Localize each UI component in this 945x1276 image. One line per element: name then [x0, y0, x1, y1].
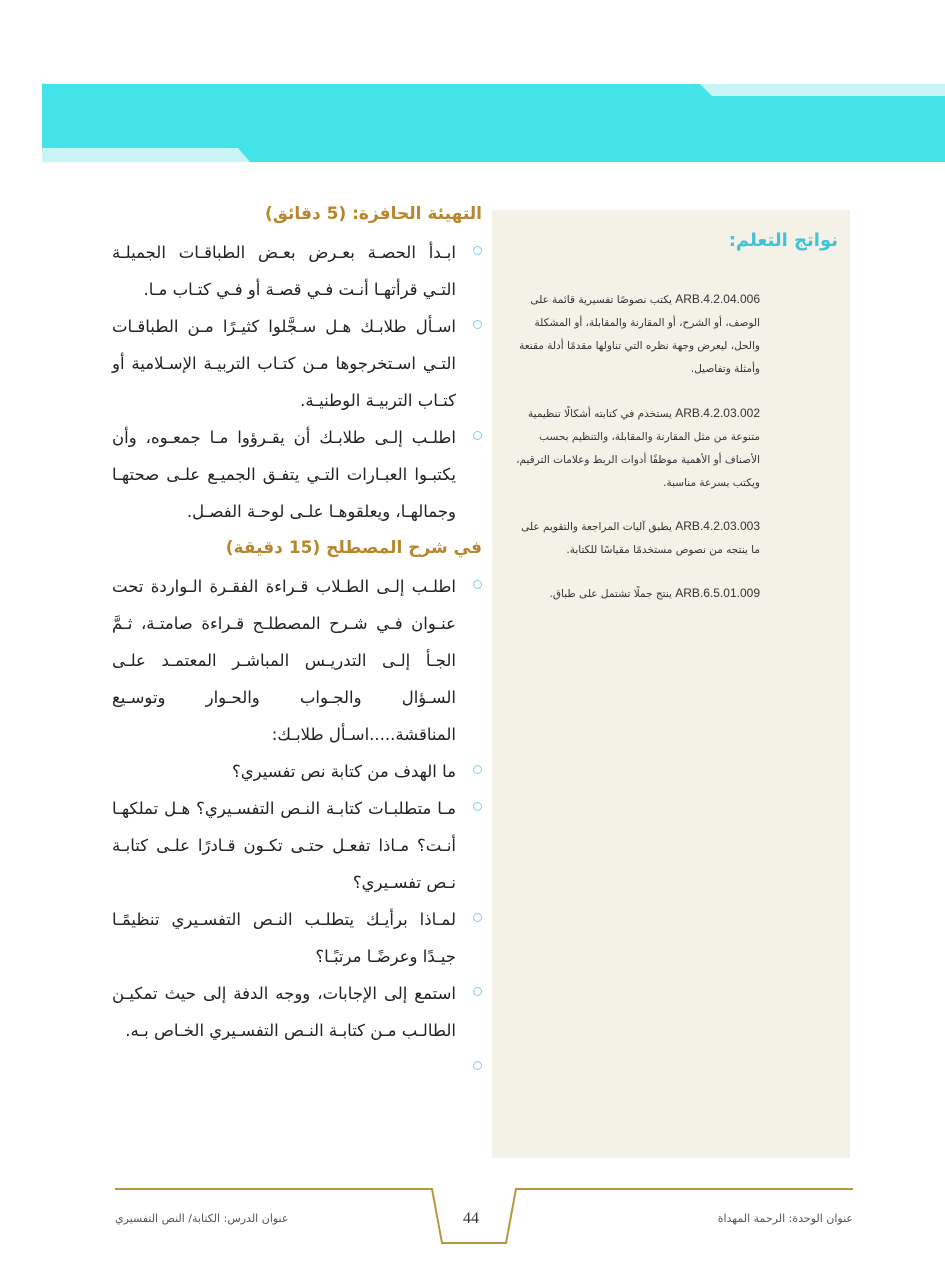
outcome-code: ARB.4.2.03.003: [675, 519, 760, 533]
outcome-code: ARB.4.2.03.002: [675, 406, 760, 420]
outcome-item: [510, 288, 760, 381]
footer-lesson-title: عنوان الدرس: الكتابة/ النص التفسيري: [115, 1212, 289, 1225]
learning-outcomes-title: نواتج التعلم:: [728, 230, 838, 251]
outcome-item: [510, 402, 760, 495]
outcome-code: ARB.6.5.01.009: [675, 586, 760, 600]
lesson-content: [112, 200, 482, 1049]
bullet-icon: [473, 913, 482, 922]
bullet-icon: [473, 1061, 482, 1070]
list-item: ابـدأ الحصـة بعـرض بعـض الطباقـات الجميلـة التـي قرأتهـا أنـت فـي قصـة أو فـي كتـاب مـا.: [112, 234, 482, 308]
footer-unit-title: عنوان الوحدة: الرحمة المهداة: [717, 1212, 853, 1225]
outcome-text: يستخدم في كتابته أشكالًا تنظيمية متنوعة من مثل المقارنة والمقابلة، والتنظيم بحسب الأصناف أو الأهمية موظفًا أدوات الربط وعلامات الترقيم، ويكتب بسرعة مناسبة.: [516, 408, 760, 489]
outcome-code: ARB.4.2.04.006: [675, 292, 760, 306]
section-title-warmup: التهيئة الحافزة: (5 دقائق): [264, 204, 482, 224]
bullet-icon: [473, 320, 482, 329]
list-item: اطلـب إلـى الطـلاب قـراءة الفقـرة الـواردة تحت عنـوان فـي شـرح المصطلـح قـراءة صامتـة، ثـمَّ الجـأ إلـى التدريـس المباشـر المعتمـد علـى السـؤال والجـواب والحـوار وتوسـيع المناقشة.....اسـأل طلابـك:: [112, 568, 482, 753]
outcome-text: ينتج جملًا تشتمل على طباق.: [549, 588, 672, 600]
bullet-icon: [473, 431, 482, 440]
outcome-item: [510, 582, 760, 606]
list-item: مـا متطلبـات كتابـة النـص التفسـيري؟ هـل تملكهـا أنـت؟ مـاذا تفعـل حتـى تكـون قـادرًا علـى كتابـة نـص تفسـيري؟: [112, 790, 482, 901]
list-item: لمـاذا برأيـك يتطلـب النـص التفسـيري تنظيمًـا جيـدًا وعرضًـا مرتبًـا؟: [112, 901, 482, 975]
outcome-text: يطبق آليات المراجعة والتقويم على ما ينتجه من نصوص مستخدمًا مقياسًا للكتابة.: [521, 521, 760, 556]
section-title-term: في شرح المصطلح (15 دقيقة): [225, 538, 482, 558]
list-item: استمع إلى الإجابات، ووجه الدفة إلى حيث تمكيـن الطالـب مـن كتابـة النـص التفسـيري الخـاص بـه.: [112, 975, 482, 1049]
learning-outcomes-panel: [492, 210, 850, 1158]
outcome-text: يكتب نصوصًا تفسيرية قائمة على الوصف، أو الشرح، أو المقارنة والمقابلة، أو المشكلة والحل، ليعرض وجهة نظره التي تناولها مقدمًا أدلة مقنعة وأمثلة وتفاصيل.: [519, 294, 760, 375]
list-item: اسـأل طلابـك هـل سـجَّلوا كثيـرًا مـن الطباقـات التـي اسـتخرجوها مـن كتـاب التربيـة الإسـلامية أو كتـاب التربيـة الوطنيـة.: [112, 308, 482, 419]
bullet-icon: [473, 580, 482, 589]
list-item: ما الهدف من كتابة نص تفسيري؟: [112, 753, 482, 790]
outcome-item: [510, 515, 760, 562]
list-item: اطلـب إلـى طلابـك أن يقـرؤوا مـا جمعـوه، وأن يكتبـوا العبـارات التـي يتفـق الجميـع علـى صحتهـا وجمالهـا، ويعلقوهـا علـى لوحـة الفصـل.: [112, 419, 482, 530]
bullet-icon: [473, 246, 482, 255]
header-banner: [0, 0, 945, 170]
bullet-icon: [473, 802, 482, 811]
bullet-icon: [473, 765, 482, 774]
footer-frame: [0, 1185, 945, 1276]
bullet-icon: [473, 987, 482, 996]
page-number: 44: [463, 1210, 479, 1227]
